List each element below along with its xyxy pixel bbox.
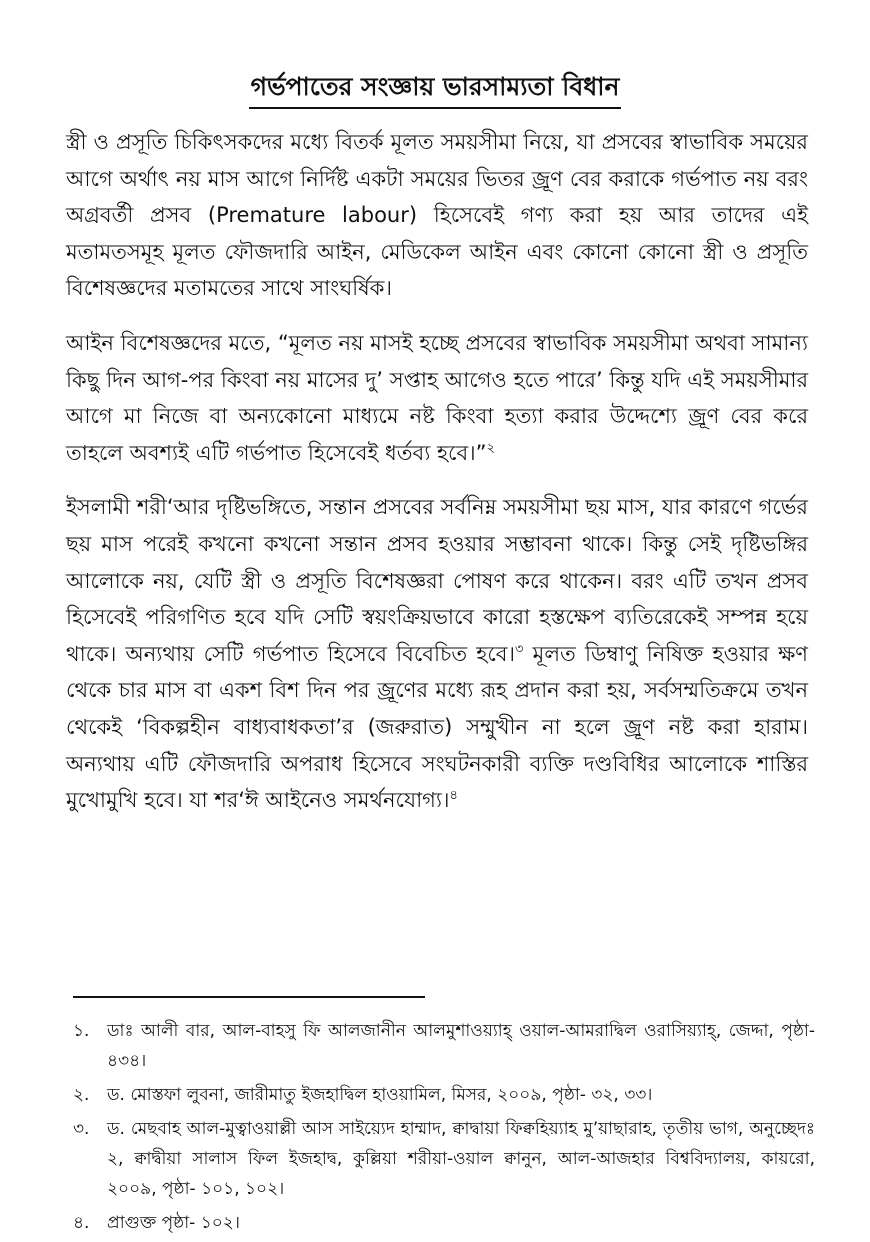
footnote-number: ৪. xyxy=(73,1213,90,1233)
footnote-text: ডাঃ আলী বার, আল-বাহসু ফি আলজানীন আলমুশাওয়্যাহ্ ওয়াল-আমরাদ্বিল ওরাসিয়্যাহ্, জেদ্দা, পৃষ্ঠা- ৪৩৪। xyxy=(107,1021,815,1071)
footnote-number: ৩. xyxy=(73,1119,90,1139)
footnotes xyxy=(73,1016,815,1242)
paragraph-1 xyxy=(66,124,808,307)
footnote-ref-3: ৩ xyxy=(514,641,524,657)
footnote-4 xyxy=(73,1208,815,1238)
footnote-3 xyxy=(73,1114,815,1204)
body-text xyxy=(66,124,808,837)
page-title: গর্ভপাতের সংজ্ঞায় ভারসাম্যতা বিধান xyxy=(249,70,622,109)
footnote-1 xyxy=(73,1016,815,1076)
footnote-2 xyxy=(73,1080,815,1110)
footnote-text: প্রাগুক্ত পৃষ্ঠা- ১০২। xyxy=(107,1213,240,1233)
paragraph-3-text-b: মূলত ডিম্বাণু নিষিক্ত হওয়ার ক্ষণ থেকে চার মাস বা একশ বিশ দিন পর জ্রূণের মধ্যে রূহ প্রদান করা হয়, সর্বসম্মতিক্রমে তখন থেকেই ‘বিকল্পহীন বাধ্যবাধকতা’র (জরুরাত) সম্মুখীন না হলে জ্রূণ নষ্ট করা হারাম। অন্যথায় এটি ফৌজদারি অপরাধ হিসেবে সংঘটনকারী ব্যক্তি দণ্ডবিধির আলোকে শাস্তির মুখোমুখি হবে। যা শর‘ঈ আইনেও সমর্থনযোগ্য। xyxy=(66,641,808,813)
paragraph-2 xyxy=(66,325,808,471)
footnote-ref-2: ২ xyxy=(486,440,495,456)
footnote-text: ড. মোস্তফা লুবনা, জারীমাতু ইজহাদ্বিল হাওয়ামিল, মিসর, ২০০৯, পৃষ্ঠা- ৩২, ৩৩। xyxy=(107,1085,653,1105)
paragraph-3 xyxy=(66,489,808,818)
footnote-ref-4: ৪ xyxy=(449,788,458,804)
title-container xyxy=(0,70,870,109)
footnote-number: ১. xyxy=(73,1021,90,1041)
paragraph-2-text: আইন বিশেষজ্ঞদের মতে, “মূলত নয় মাসই হচ্ছে প্রসবের স্বাভাবিক সময়সীমা অথবা সামান্য কিছু দিন আগ-পর কিংবা নয় মাসের দু’ সপ্তাহ আগেও হতে পারে’ কিন্তু যদি এই সময়সীমার আগে মা নিজে বা অন্যকোনো মাধ্যমে নষ্ট কিংবা হত্যা করার উদ্দেশ্যে জ্রূণ বের করে তাহলে অবশ্যই এটি গর্ভপাত হিসেবেই ধর্তব্য হবে।” xyxy=(66,330,808,465)
paragraph-3-text-a: ইসলামী শরী‘আর দৃষ্টিভঙ্গিতে, সন্তান প্রসবের সর্বনিম্ন সময়সীমা ছয় মাস, যার কারণে গর্ভের ছয় মাস পরেই কখনো কখনো সন্তান প্রসব হওয়ার সম্ভাবনা থাকে। কিন্তু সেই দৃষ্টিভঙ্গির আলোকে নয়, যেটি স্ত্রী ও প্রসূতি বিশেষজ্ঞরা পোষণ করে থাকেন। বরং এটি তখন প্রসব হিসেবেই পরিগণিত হবে যদি সেটি স্বয়ংক্রিয়ভাবে কারো হস্তক্ষেপ ব্যতিরেকেই সম্পন্ন হয়ে থাকে। অন্যথায় সেটি গর্ভপাত হিসেবে বিবেচিত হবে। xyxy=(66,495,808,666)
footnote-text: ড. মেছবাহ আল-মুত্বাওয়াল্লী আস সাইয়্যেদ হাম্মাদ, ক্বাদ্বায়া ফিক্বহিয়্যাহ মু’য়াছারাহ, তৃতীয় ভাগ, অনুচ্ছেদঃ ২, ক্বাদ্বীয়া সালাস ফিল ইজহাদ্ব, কুল্লিয়া শরীয়া-ওয়াল ক্বানুন, আল-আজহার বিশ্ববিদ্যালয়, কায়রো, ২০০৯, পৃষ্ঠা- ১০১, ১০২। xyxy=(107,1119,815,1199)
footnote-number: ২. xyxy=(73,1085,90,1105)
paragraph-1-text: স্ত্রী ও প্রসূতি চিকিৎসকদের মধ্যে বিতর্ক মূলত সময়সীমা নিয়ে, যা প্রসবের স্বাভাবিক সময়ের আগে অর্থাৎ নয় মাস আগে নির্দিষ্ট একটা সময়ের ভিতর জ্রূণ বের করাকে গর্ভপাত নয় বরং অগ্রবর্তী প্রসব (Premature labour) হিসেবেই গণ্য করা হয় আর তাদের এই মতামতসমূহ মূলত ফৌজদারি আইন, মেডিকেল আইন এবং কোনো কোনো স্ত্রী ও প্রসূতি বিশেষজ্ঞদের মতামতের সাথে সাংঘর্ষিক। xyxy=(66,130,808,301)
footnote-divider xyxy=(73,996,425,998)
